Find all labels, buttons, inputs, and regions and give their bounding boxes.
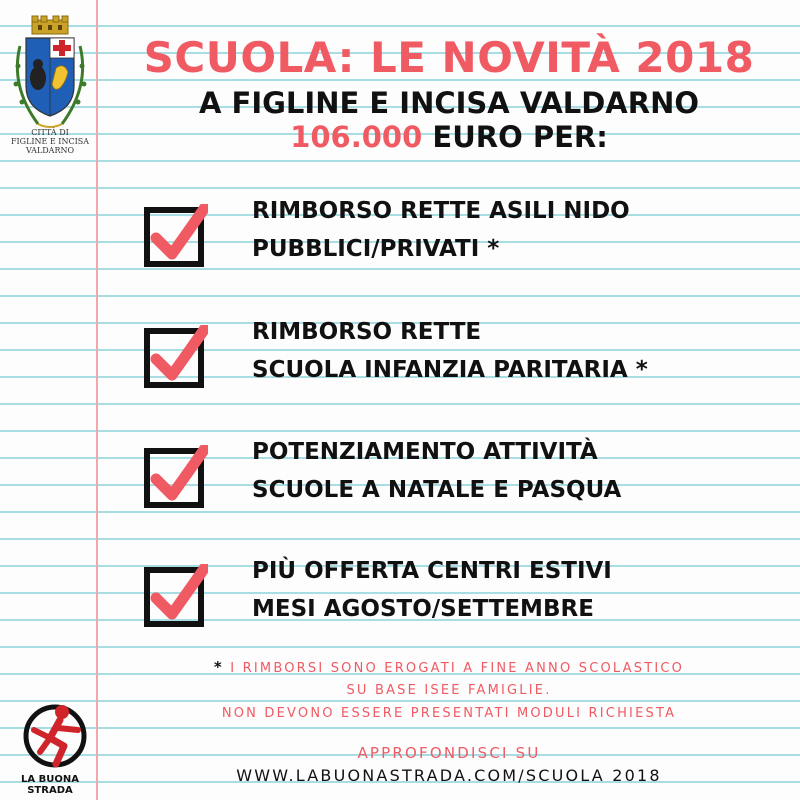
checklist-item-line: SCUOLE A NATALE E PASQUA [252, 477, 622, 503]
footnote-star: * [213, 658, 224, 676]
checklist-item [140, 433, 780, 513]
amount-suffix: EURO PER: [422, 120, 608, 154]
checklist-item-text [252, 313, 648, 389]
checklist-item-line: PIÙ OFFERTA CENTRI ESTIVI [252, 558, 612, 584]
checklist-item [140, 192, 780, 272]
checkmark-icon [144, 564, 208, 628]
checkmark-icon [144, 325, 208, 389]
checklist-item-text [252, 552, 612, 628]
checkmark-icon [144, 204, 208, 268]
checklist-item-line: RIMBORSO RETTE [252, 319, 482, 345]
logo-text: LA BUONA STRADA [21, 774, 79, 796]
checklist-item-line: SCUOLA INFANZIA PARITARIA * [252, 357, 648, 383]
footnote-line: NON DEVONO ESSERE PRESENTATI MODULI RICHIESTA [221, 706, 677, 721]
subheadline: A FIGLINE E INCISA VALDARNO [198, 86, 700, 120]
checklist-item [140, 313, 780, 393]
website-link[interactable]: WWW.LABUONASTRADA.COM/SCUOLA 2018 [236, 766, 662, 785]
checklist-item-line: PUBBLICI/PRIVATI * [252, 236, 500, 262]
checklist-item [140, 552, 780, 632]
footnote-text: I RIMBORSI SONO EROGATI A FINE ANNO SCOLASTICO [223, 661, 685, 676]
la-buona-strada-logo-icon [20, 700, 90, 772]
checklist-item-line: POTENZIAMENTO ATTIVITÀ [252, 439, 598, 465]
checklist-item-line: RIMBORSO RETTE ASILI NIDO [252, 198, 630, 224]
learn-more-label: APPROFONDISCI SU [357, 744, 541, 762]
checklist-item-text [252, 433, 621, 509]
crest-caption: CITTÀ DI FIGLINE E INCISA VALDARNO [10, 128, 90, 155]
checkmark-icon [144, 445, 208, 509]
amount-line [98, 120, 800, 154]
headline: SCUOLA: LE NOVITÀ 2018 [143, 33, 755, 82]
checklist-item-text [252, 192, 630, 268]
footnote-line: SU BASE ISEE FAMIGLIE. [346, 683, 552, 698]
footnote-line [98, 656, 800, 680]
checklist-item-line: MESI AGOSTO/SETTEMBRE [252, 596, 594, 622]
amount-value: 106.000 [290, 120, 423, 154]
